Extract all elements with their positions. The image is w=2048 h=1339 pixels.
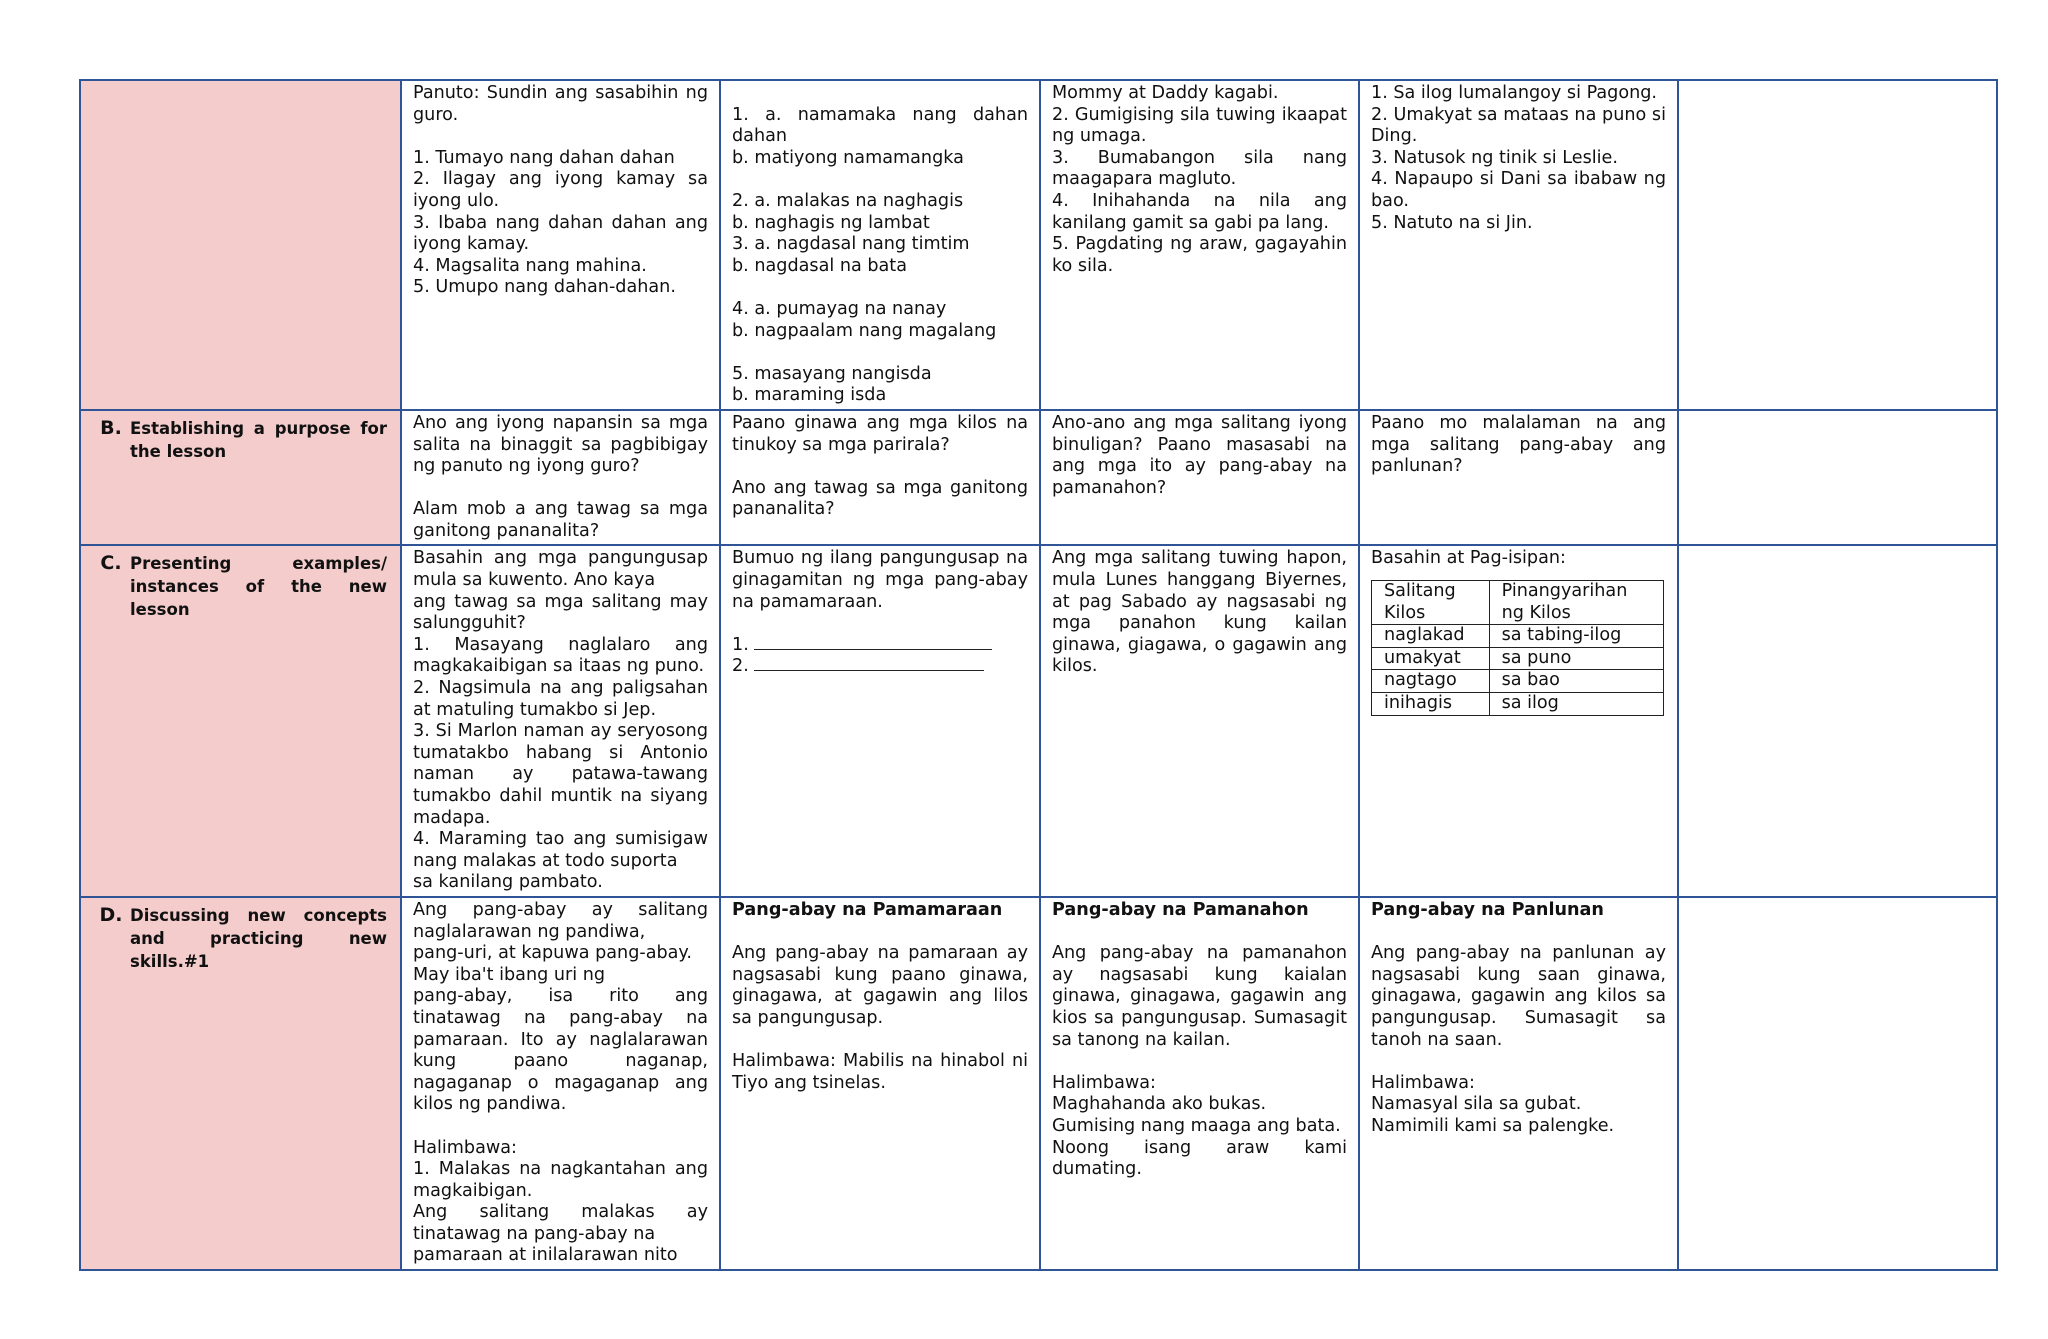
text-line: Namimili kami sa palengke. (1371, 1115, 1615, 1136)
text-line: 1. Tumayo nang dahan dahan (413, 147, 675, 168)
text-line: 5. Natuto na si Jin. (1371, 212, 1533, 233)
text-line: b. nagdasal na bata (732, 255, 907, 276)
text-line: b. matiyong namamangka (732, 147, 964, 168)
text-line: Maghahanda ako bukas. (1052, 1094, 1267, 1115)
row-d-col2 (401, 897, 720, 1270)
kilos-row (1372, 647, 1664, 670)
text-line: Halimbawa: Mabilis na hinabol ni Tiyo ang tsinelas. (732, 1051, 1028, 1093)
row-letter: C. (100, 552, 122, 575)
row-d (80, 897, 1997, 1270)
row-b-col2 (401, 410, 720, 546)
row-c-col3 (720, 545, 1040, 897)
text-line: Ang pang-abay ay salitang naglalarawan ng pandiwa, (413, 899, 708, 942)
text-line: Bumuo ng ilang pangungusap na ginagamitan ng mga pang-abay na pamamaraan. (732, 548, 1028, 612)
text-line: pang-uri, at kapuwa pang-abay. (413, 943, 692, 964)
row-b-col4 (1040, 410, 1359, 546)
lesson-plan-table (79, 79, 1998, 1271)
text-line: Ano ang iyong napansin sa mga salita na binaggit sa pagbibigay ng panuto ng iyong guro? (413, 412, 708, 477)
text-line: 2. Ilagay ang iyong kamay sa iyong ulo. (413, 169, 708, 211)
text-line: Ano-ano ang mga salitang iyong binuligan? Paano masasabi na ang mga ito ay pang-abay na pamanahon? (1052, 412, 1347, 498)
row-a-col6 (1678, 80, 1997, 410)
text-line: 3. Bumabangon sila nang maagapara magluto. (1052, 147, 1347, 190)
text-line: Ang mga salitang tuwing hapon, mula Lunes hanggang Biyernes, at pag Sabado ay nagsasabi ng mga panahon kung kailan ginawa, giagawa, o gagawin ang kilos. (1052, 548, 1347, 677)
text-line: ang tawag sa mga salitang may salungguhit? (413, 591, 708, 634)
row-b (80, 410, 1997, 546)
kilos-row (1372, 693, 1664, 716)
row-letter: D. (99, 903, 123, 926)
row-a-col5 (1359, 80, 1678, 410)
text-line (732, 922, 1028, 944)
text-line: 4. a. pumayag na nanay (732, 298, 947, 319)
row-a-col3 (720, 80, 1040, 410)
row-c-col5 (1359, 545, 1678, 897)
text-line: Paano mo malalaman na ang mga salitang pang-abay ang panlunan? (1371, 412, 1666, 477)
text-line: pang-abay, isa rito ang tinatawag na pang-abay na pamaraan. Ito ay naglalarawan kung paano naganap, nagaganap o magaganap ang kilos ng pandiwa. (413, 986, 708, 1115)
text-line: Basahin ang mga pangungusap mula sa kuwento. Ano kaya (413, 548, 708, 591)
text-line (732, 277, 1028, 299)
text-line: 1. Masayang naglalaro ang magkakaibigan sa itaas ng puno. (413, 634, 708, 677)
row-b-label-cell (80, 410, 401, 546)
text-line (732, 342, 1028, 364)
kilos-header: Salitang Kilos (1372, 581, 1490, 625)
kilos-row (1372, 670, 1664, 693)
row-a-col2 (401, 80, 720, 410)
row-label: Presenting examples/ instances of the new lesson (130, 554, 387, 620)
text-line: Ang salitang malakas ay tinatawag na pang-abay na (413, 1202, 708, 1244)
text-line: 4. Inihahanda na nila ang kanilang gamit sa gabi pa lang. (1052, 190, 1347, 233)
row-d-col5 (1359, 897, 1678, 1270)
row-label: Establishing a purpose for the lesson (130, 418, 387, 461)
row-a-col4 (1040, 80, 1359, 410)
text-line: 1. a. namamaka nang dahan dahan (732, 104, 1028, 147)
text-line: b. nagpaalam nang magalang (732, 320, 997, 341)
kilos-table (1371, 580, 1664, 716)
section-title: Pang-abay na Pamamaraan (732, 899, 1003, 920)
row-c-col4 (1040, 545, 1359, 897)
text-line: Ang pang-abay na pamanahon ay nagsasabi kung kaialan ginawa, ginagawa, gagawin ang kios sa pangungusap. Sumasagit sa tanong na kailan. (1052, 943, 1347, 1050)
text-line: Noong isang araw kami dumating. (1052, 1137, 1347, 1180)
text-line: pamaraan at inilalarawan nito (413, 1245, 678, 1266)
text-line: 3. Natusok ng tinik si Leslie. (1371, 147, 1618, 168)
text-line: 3. Ibaba nang dahan dahan ang iyong kamay. (413, 212, 708, 255)
text-line: 1. Malakas na nagkantahan ang magkaibigan. (413, 1159, 708, 1201)
row-c-col6 (1678, 545, 1997, 897)
text-line (732, 1030, 1028, 1052)
text-line: Halimbawa: (1052, 1072, 1156, 1093)
text-line: Ang pang-abay na panlunan ay nagsasabi kung saan ginawa, ginagawa, gagawin ang kilos sa pangungusap. Sumasagit sa tanoh na saan. (1371, 943, 1666, 1050)
text-line: 2. Umakyat sa mataas na puno si Ding. (1371, 104, 1666, 147)
text-line: 1. Sa ilog lumalangoy si Pagong. (1371, 83, 1658, 103)
text-line: Alam mob a ang tawag sa mga ganitong pananalita? (413, 499, 708, 541)
text-line (732, 83, 1028, 105)
text-line: 5. Umupo nang dahan-dahan. (413, 277, 676, 298)
text-line (732, 456, 1028, 478)
text-line: b. naghagis ng lambat (732, 212, 930, 233)
row-d-col6 (1678, 897, 1997, 1270)
kilos-cell: inihagis (1372, 693, 1490, 716)
kilos-cell: naglakad (1372, 625, 1490, 648)
kilos-cell: umakyat (1372, 647, 1490, 670)
text-line (1371, 922, 1666, 944)
text-line (732, 169, 1028, 191)
kilos-cell: sa puno (1489, 647, 1663, 670)
text-line: Halimbawa: (413, 1137, 517, 1158)
text-line: Ano ang tawag sa mga ganitong pananalita? (732, 477, 1028, 520)
row-letter: B. (100, 416, 122, 439)
kilos-header: Pinangyarihan ng Kilos (1489, 581, 1663, 625)
text-line (1052, 922, 1347, 944)
row-a-label-cell (80, 80, 401, 410)
text-line: Halimbawa: (1371, 1072, 1475, 1093)
text-line: sa kanilang pambato. (413, 872, 603, 893)
row-c-col2 (401, 545, 720, 897)
text-line (1052, 1051, 1347, 1073)
section-title: Pang-abay na Panlunan (1371, 899, 1604, 920)
row-c (80, 545, 1997, 897)
text-line: 4. Napaupo si Dani sa ibabaw ng bao. (1371, 169, 1666, 211)
kilos-cell: sa bao (1489, 670, 1663, 693)
text-line: May iba't ibang uri ng (413, 964, 606, 985)
row-b-col3 (720, 410, 1040, 546)
row-d-col4 (1040, 897, 1359, 1270)
text-line: 5. masayang nangisda (732, 363, 932, 384)
kilos-cell: sa tabing-ilog (1489, 625, 1663, 648)
text-line: 5. Pagdating ng araw, gagayahin ko sila. (1052, 234, 1347, 276)
row-d-col3 (720, 897, 1040, 1270)
row-b-col6 (1678, 410, 1997, 546)
kilos-header-row (1372, 581, 1664, 625)
text-line: Ang pang-abay na pamaraan ay nagsasabi kung paano ginawa, ginagawa, at gagawin ang lilos sa pangungusap. (732, 943, 1028, 1028)
text-line: Namasyal sila sa gubat. (1371, 1094, 1582, 1115)
row-a-continued (80, 80, 1997, 410)
text-line: Panuto: Sundin ang sasabihin ng guro. (413, 83, 708, 125)
text-line: Paano ginawa ang mga kilos na tinukoy sa mga parirala? (732, 412, 1028, 455)
text-line: 3. Si Marlon naman ay seryosong tumatakbo habang si Antonio naman ay patawa-tawang tumakbo dahil muntik na siyang madapa. (413, 721, 708, 828)
kilos-cell: nagtago (1372, 670, 1490, 693)
section-title: Pang-abay na Pamanahon (1052, 899, 1309, 920)
text-line: b. maraming isda (732, 385, 887, 406)
text-line (1371, 1051, 1666, 1073)
text-line: 3. a. nagdasal nang timtim (732, 234, 970, 255)
text-line: 2. Gumigising sila tuwing ikaapat ng umaga. (1052, 104, 1347, 147)
text-line: Gumising nang maaga ang bata. (1052, 1115, 1341, 1136)
blank-item-2: 2. (732, 656, 1028, 678)
row-b-col5 (1359, 410, 1678, 546)
blank-item-1: 1. (732, 635, 1028, 657)
text-line: Mommy at Daddy kagabi. (1052, 83, 1279, 103)
row-c-label-cell (80, 545, 401, 897)
text-line: 2. Nagsimula na ang paligsahan at matuling tumakbo si Jep. (413, 678, 708, 720)
text-line: 4. Magsalita nang mahina. (413, 255, 647, 276)
kilos-row (1372, 625, 1664, 648)
text-line: 2. a. malakas na naghagis (732, 190, 964, 211)
text-line (413, 1116, 708, 1138)
text-line: 4. Maraming tao ang sumisigaw nang malakas at todo suporta (413, 829, 708, 871)
text-line (413, 126, 708, 148)
row-d-label-cell (80, 897, 401, 1270)
text-line (732, 613, 1028, 635)
text-line (413, 478, 708, 500)
row-label: Discussing new concepts and practicing new skills.#1 (130, 905, 387, 971)
kilos-cell: sa ilog (1489, 693, 1663, 716)
c5-intro: Basahin at Pag-isipan: (1371, 548, 1566, 569)
